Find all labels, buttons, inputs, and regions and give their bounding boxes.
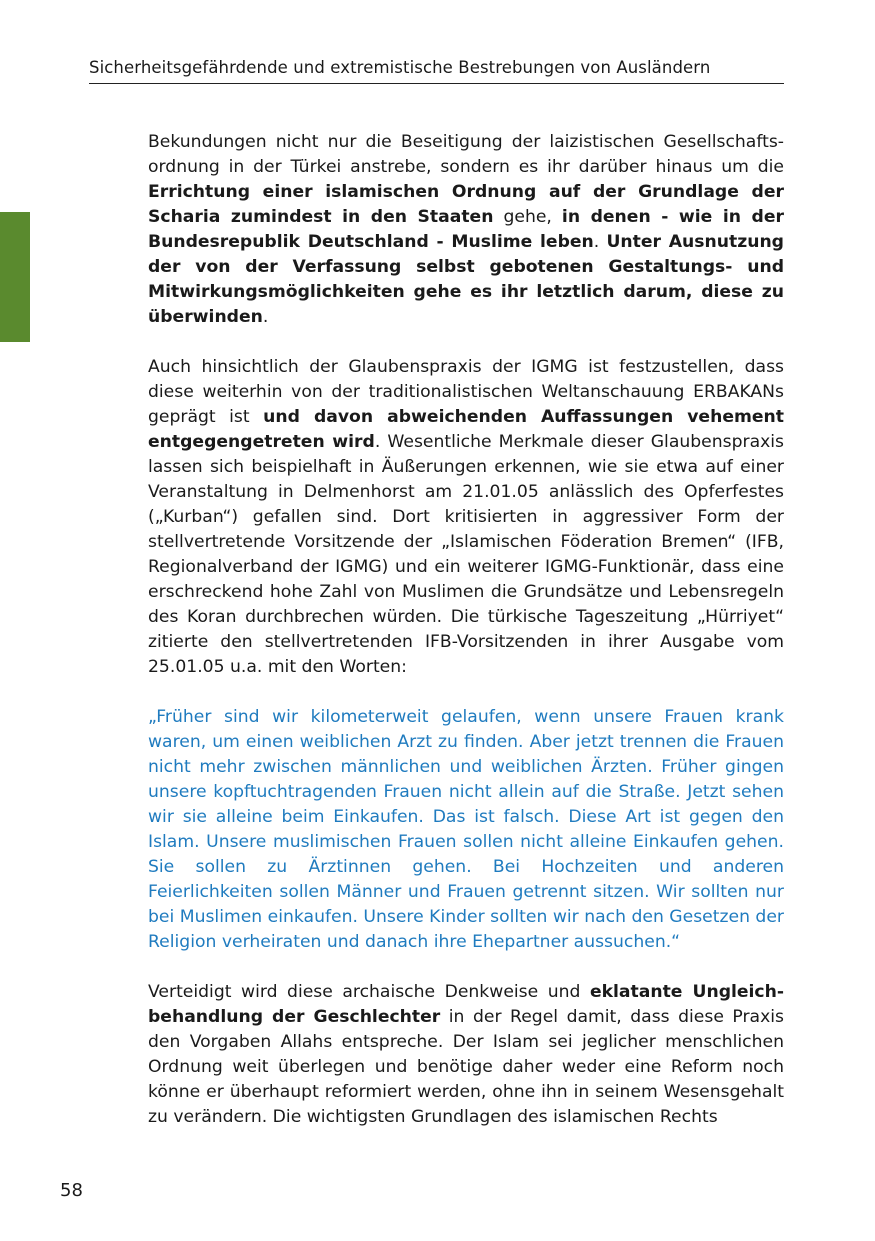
bold-text: Errichtung einer islamischen Ordnung auf der Grundlage der Scharia zumindest in den Staaten <box>148 182 784 227</box>
body-text <box>148 130 784 1155</box>
paragraph <box>148 980 784 1130</box>
text-run: . Wesentliche Merkmale dieser Glaubenspraxis lassen sich beispielhaft in Äußerungen erkennen, wie sie etwa auf einer Veranstaltung in Delmenhorst am 21.01.05 anlässlich des Opferfestes („Kurban“) gefallen sind. Dort kritisierten in aggressiver Form der stellvertretende Vorsitzende der „Islamischen Föderation Bremen“ (IFB, Regionalverband der IGMG) und ein weiterer IGMG-Funktionär, dass eine erschreckend hohe Zahl von Muslimen die Grundsätze und Lebensregeln des Koran durchbrechen würden. Die türkische Tageszeitung „Hürriyet“ zitierte den stellvertretenden IFB-Vorsitzenden in ihrer Ausgabe vom 25.01.05 u.a. mit den Worten: <box>148 432 785 677</box>
running-header: Sicherheitsgefährdende und extremistische Bestrebungen von Ausländern <box>89 58 784 84</box>
text-run: . <box>262 307 269 327</box>
bold-text: eklatante Ungleichbehandlung der Geschlechter <box>148 982 784 1027</box>
text-run: Verteidigt wird diese archaische Denkweise und <box>148 982 590 1002</box>
quote-paragraph <box>148 705 784 955</box>
text-run: gehe, <box>493 207 562 227</box>
paragraph <box>148 355 784 680</box>
bold-text: und davon abweichenden Auffassungen vehement entgegengetreten wird <box>148 407 784 452</box>
page-number: 58 <box>60 1180 83 1201</box>
text-run: „Früher sind wir kilometerweit gelaufen, wenn unsere Frauen krank waren, um einen weiblichen Arzt zu finden. Aber jetzt trennen die Frauen nicht mehr zwischen männlichen und weiblichen Ärzten. Früher gingen unsere kopftuchtragenden Frauen nicht allein auf die Straße. Jetzt sehen wir sie alleine beim Einkaufen. Das ist falsch. Diese Art ist gegen den Islam. Unsere muslimischen Frauen sollen nicht alleine Einkaufen gehen. Sie sollen zu Ärztinnen gehen. Bei Hochzeiten und anderen Feierlichkeiten sollen Männer und Frauen getrennt sitzen. Wir sollten nur bei Muslimen einkaufen. Unsere Kinder sollten wir nach den Gesetzen der Religion verheiraten und danach ihre Ehepartner aussuchen.“ <box>148 707 784 952</box>
text-run: Bekundungen nicht nur die Beseitigung der laizistischen Gesellschaftsordnung in der Türkei anstrebe, sondern es ihr darüber hinaus um die <box>148 132 784 177</box>
bold-text: in denen - wie in der Bundesrepublik Deutschland - Muslime leben <box>148 207 784 252</box>
paragraph <box>148 130 784 330</box>
text-run: Auch hinsichtlich der Glaubenspraxis der IGMG ist festzustellen, dass diese weiterhin von der traditionalistischen Weltanschauung ERBAKANs geprägt ist <box>148 357 784 427</box>
text-run: . <box>593 232 607 252</box>
bold-text: Unter Ausnutzung der von der Verfassung selbst gebotenen Gestaltungs- und Mitwirkungsmöglichkeiten gehe es ihr letztlich darum, diese zu überwinden <box>148 232 784 327</box>
chapter-side-tab <box>0 212 30 342</box>
text-run: in der Regel damit, dass diese Praxis den Vorgaben Allahs entspreche. Der Islam sei jeglicher menschlichen Ordnung weit überlegen und benötige daher weder eine Reform noch könne er überhaupt reformiert werden, ohne ihn in seinem Wesensgehalt zu verändern. Die wichtigsten Grundlagen des islamischen Rechts <box>148 1007 784 1127</box>
